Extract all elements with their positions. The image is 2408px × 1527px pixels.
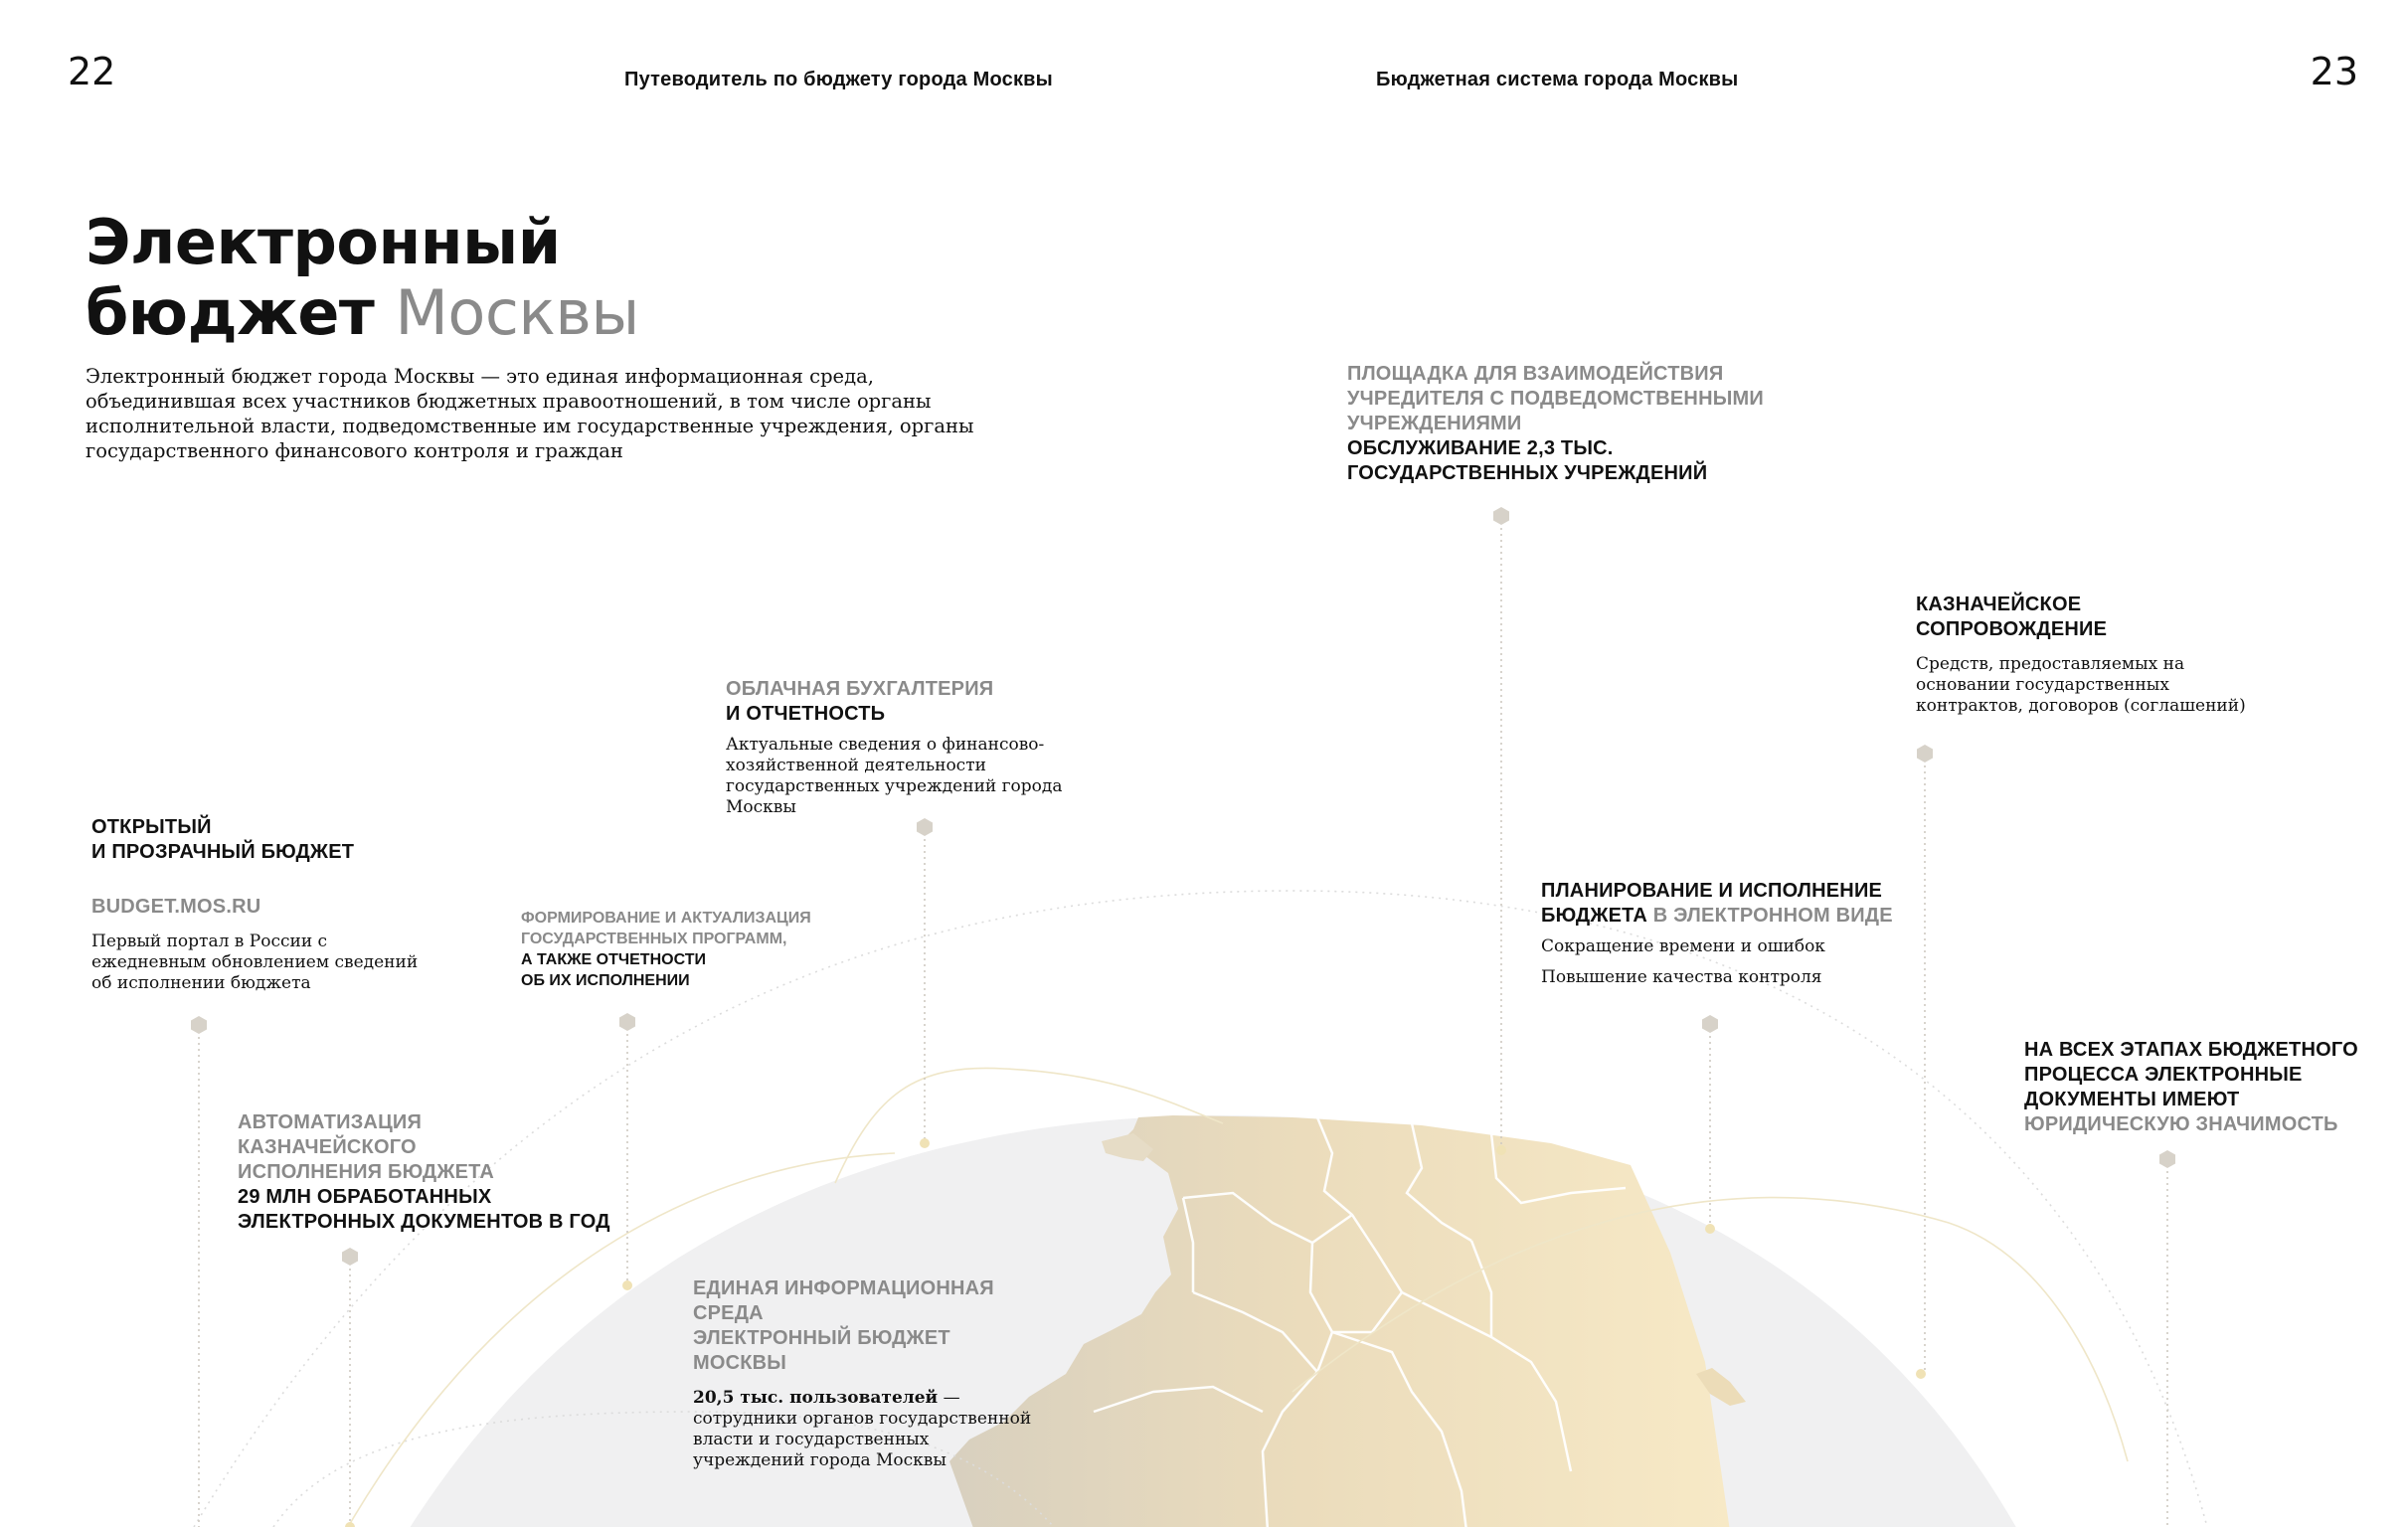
marker-legal (2159, 1150, 2175, 1168)
block-treasury-support (1916, 593, 2274, 717)
page-title-light: Москвы (395, 276, 639, 349)
page-number-right: 23 (2310, 50, 2358, 93)
treasury-text: Средств, предоставляемых на основании государственных контрактов, договоров (соглашений) (1916, 654, 2246, 716)
budget-portal-link[interactable]: BUDGET.MOS.RU (91, 896, 261, 918)
block-automation: АВТОМАТИЗАЦИЯ КАЗНАЧЕЙСКОГО ИСПОЛНЕНИЯ БЮДЖЕТА 29 МЛН ОБРАБОТАННЫХ ЭЛЕКТРОННЫХ ДОКУМЕНТОВ В ГОД (238, 1111, 610, 1233)
block-cloud-accounting (726, 677, 1084, 818)
open-budget-text: Первый портал в России с ежедневным обновлением сведений об исполнении бюджета (91, 932, 419, 993)
marker-programs (619, 1013, 635, 1031)
unified-title: ЕДИНАЯ ИНФОРМАЦИОННАЯ СРЕДА ЭЛЕКТРОННЫЙ БЮДЖЕТ МОСКВЫ (693, 1277, 994, 1374)
marker-cloud (917, 818, 933, 836)
planning-item-2: Повышение качества контроля (1541, 967, 1822, 987)
cloud-text: Актуальные сведения о финансово-хозяйственной деятельности государственных учреждений города Москвы (726, 735, 1063, 817)
treasury-title: КАЗНАЧЕЙСКОЕ СОПРОВОЖДЕНИЕ (1916, 594, 2108, 640)
block-open-budget (91, 815, 420, 994)
marker-planning (1702, 1015, 1718, 1033)
planning-item-1: Сокращение времени и ошибок (1541, 936, 1825, 956)
marker-treasury (1917, 745, 1933, 763)
running-title-right: Бюджетная система города Москвы (1376, 69, 1739, 90)
block-platform: ПЛОЩАДКА ДЛЯ ВЗАИМОДЕЙСТВИЯ УЧРЕДИТЕЛЯ С ПОДВЕДОМСТВЕННЫМИ УЧРЕЖДЕНИЯМИ ОБСЛУЖИВАНИЕ 2,3 ТЫС. ГОСУДАРСТВЕННЫХ УЧРЕЖДЕНИЙ (1347, 363, 1764, 484)
marker-open-budget (191, 1016, 207, 1034)
marker-automation (342, 1248, 358, 1266)
marker-platform (1493, 507, 1509, 525)
open-budget-title: ОТКРЫТЫЙ И ПРОЗРАЧНЫЙ БЮДЖЕТ (91, 816, 355, 863)
running-title-left: Путеводитель по бюджету города Москвы (624, 69, 1053, 90)
page-number-left: 22 (68, 50, 116, 93)
block-unified-environment (693, 1276, 1041, 1471)
intro-paragraph: Электронный бюджет города Москвы — это единая информационная среда, объединившая всех участников бюджетных правоотношений, в том числе органы исполнительной власти, подведомственные им государственные учреждения, органы государственного финансового контроля и граждан (86, 365, 974, 462)
block-legal-significance: НА ВСЕХ ЭТАПАХ БЮДЖЕТНОГО ПРОЦЕССА ЭЛЕКТРОННЫЕ ДОКУМЕНТЫ ИМЕЮТ ЮРИДИЧЕСКУЮ ЗНАЧИМОСТЬ (2024, 1039, 2358, 1135)
page-title (86, 207, 639, 348)
planning-title: ПЛАНИРОВАНИЕ И ИСПОЛНЕНИЕ БЮДЖЕТА В ЭЛЕКТРОННОМ ВИДЕ (1541, 880, 1893, 927)
block-planning (1541, 879, 1899, 988)
page-title-line1: Электронный (86, 206, 561, 278)
page-title-bold: бюджет (86, 276, 375, 349)
cloud-title: ОБЛАЧНАЯ БУХГАЛТЕРИЯ И ОТЧЕТНОСТЬ (726, 678, 994, 725)
block-programs: ФОРМИРОВАНИЕ И АКТУАЛИЗАЦИЯ ГОСУДАРСТВЕННЫХ ПРОГРАММ, А ТАКЖЕ ОТЧЕТНОСТИ ОБ ИХ ИСПОЛНЕНИИ (521, 910, 811, 989)
unified-text: 20,5 тыс. пользователей — сотрудники органов государственной власти и государственных учреждений города Москвы (693, 1388, 1032, 1470)
